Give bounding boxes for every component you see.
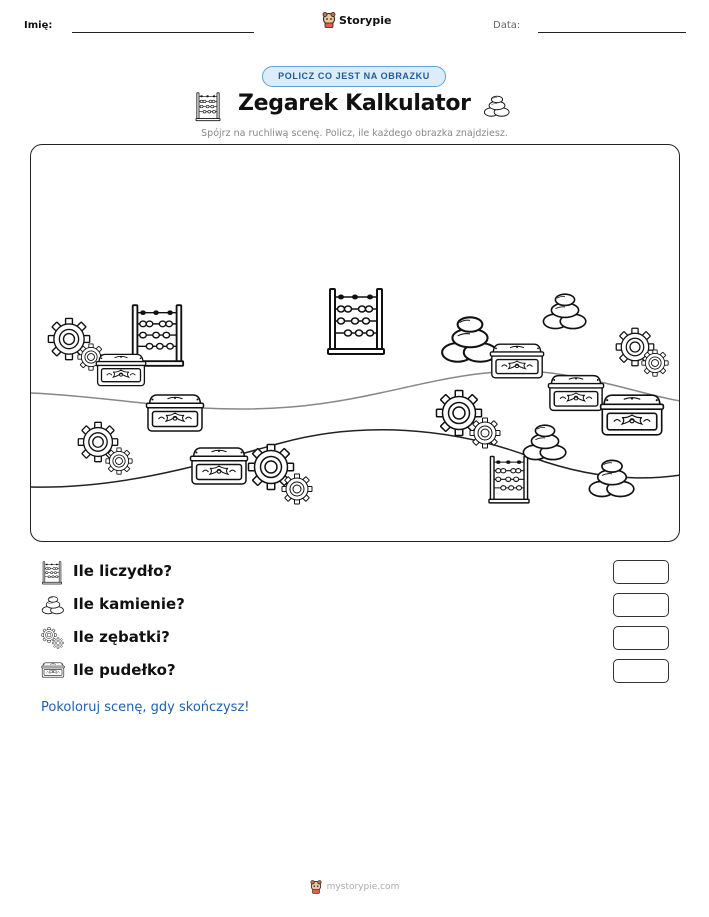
question-abacus [41, 560, 681, 584]
gear-4 [106, 448, 132, 474]
treasure-box-icon [41, 660, 65, 680]
brand-logo [322, 12, 391, 28]
name-label: Imię: [24, 20, 53, 31]
instruction-badge: POLICZ CO JEST NA OBRAZKU [262, 66, 446, 87]
abacus-3 [489, 456, 529, 502]
abacus-icon [194, 92, 222, 122]
brand-name: Storypie [339, 13, 392, 27]
stones-2 [543, 294, 585, 328]
treasure-box-6 [601, 395, 664, 435]
question-treasure-box [41, 659, 681, 683]
question-text: Ile zębatki? [73, 628, 170, 646]
stones-4 [589, 460, 634, 496]
coloring-note: Pokoloruj scenę, gdy skończysz! [41, 700, 250, 715]
subtitle: Spójrz na ruchliwą scenę. Policz, ile każdego obrazka znajdziesz. [201, 128, 508, 139]
answer-box-treasure-box[interactable] [613, 659, 669, 683]
name-field-line[interactable] [72, 32, 254, 33]
stones-3 [523, 425, 565, 459]
storypie-mascot-icon [322, 12, 336, 28]
storypie-mascot-icon [310, 880, 322, 894]
gears-icon [41, 627, 65, 651]
treasure-box-1 [96, 354, 145, 385]
counting-scene [30, 144, 680, 542]
stones-1 [442, 317, 497, 361]
question-gears [41, 626, 681, 650]
question-stones [41, 593, 681, 617]
treasure-box-2 [147, 395, 204, 431]
question-text: Ile pudełko? [73, 661, 176, 679]
gear-8 [470, 418, 500, 448]
date-label: Data: [493, 20, 521, 31]
abacus-2 [328, 289, 384, 354]
scene-illustration [31, 145, 680, 542]
footer-url[interactable]: mystorypie.com [326, 882, 400, 892]
abacus-icon [41, 561, 63, 585]
answer-box-stones[interactable] [613, 593, 669, 617]
stones-icon [41, 594, 65, 616]
gear-6 [282, 474, 312, 504]
treasure-box-4 [490, 344, 543, 378]
gear-10 [642, 350, 668, 376]
date-field-line[interactable] [538, 32, 686, 33]
page-title: Zegarek Kalkulator [238, 91, 471, 116]
title-row [190, 90, 520, 124]
stones-icon [483, 94, 511, 118]
treasure-box-5 [548, 376, 603, 411]
footer [0, 880, 709, 894]
answer-box-abacus[interactable] [613, 560, 669, 584]
question-text: Ile kamienie? [73, 595, 185, 613]
treasure-box-3 [191, 448, 248, 484]
answer-box-gears[interactable] [613, 626, 669, 650]
question-text: Ile liczydło? [73, 562, 173, 580]
